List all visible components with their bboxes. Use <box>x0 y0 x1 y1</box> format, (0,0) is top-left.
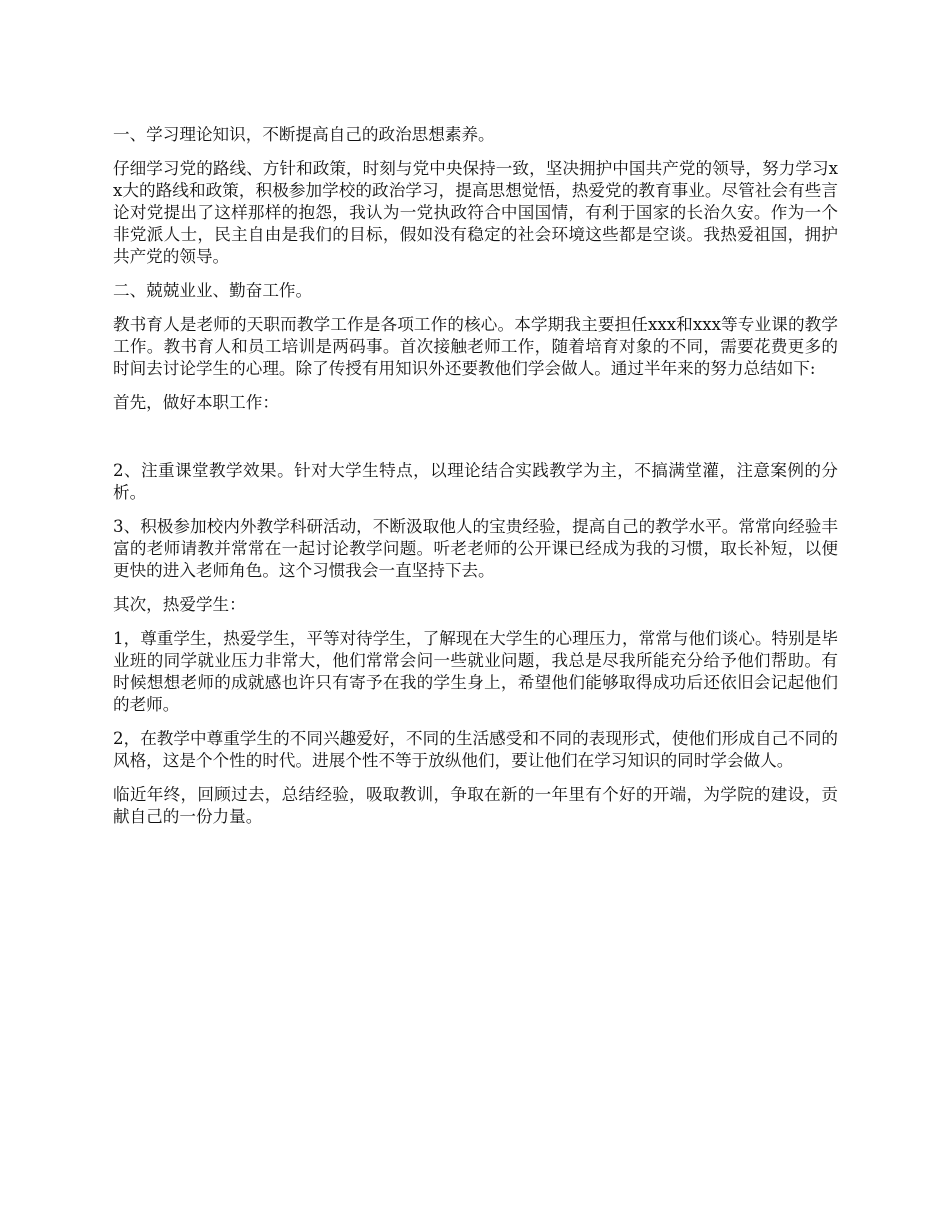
subheading-first: 首先，做好本职工作： <box>113 393 279 412</box>
paragraph-teaching-work: 教书育人是老师的天职而教学工作是各项工作的核心。本学期我主要担任xxx和xxx等专业课的教学工作。教书育人和员工培训是两码事。首次接触老师工作，随着培育对象的不同，需要花费更多的时间去讨论学生的心理。除了传授有用知识外还要教他们学会做人。通过半年来的努力总结如下: <box>113 315 838 378</box>
list-item-interests: 2，在教学中尊重学生的不同兴趣爱好，不同的生活感受和不同的表现形式，使他们形成自己不同的风格，这是个个性的时代。进展个性不等于放纵他们，要让他们在学习知识的同时学会做人。 <box>113 729 838 770</box>
list-item-research-activities: 3、积极参加校内外教学科研活动，不断汲取他人的宝贵经验，提高自己的教学水平。常常向经验丰富的老师请教并常常在一起讨论教学问题。听老老师的公开课已经成为我的习惯，取长补短，以便更快的进入老师角色。这个习惯我会一直坚持下去。 <box>113 517 838 580</box>
subheading-second: 其次，热爱学生： <box>113 595 246 614</box>
list-item-respect-students: 1，尊重学生，热爱学生，平等对待学生，了解现在大学生的心理压力，常常与他们谈心。特别是毕业班的同学就业压力非常大，他们常常会问一些就业问题，我总是尽我所能充分给予他们帮助。有时候想想老师的成就感也许只有寄予在我的学生身上，希望他们能够取得成功后还依旧会记起他们的老师。 <box>113 629 838 714</box>
paragraph-conclusion: 临近年终，回顾过去，总结经验，吸取教训，争取在新的一年里有个好的开端，为学院的建设，贡献自己的一份力量。 <box>113 785 838 826</box>
blank-line <box>113 426 838 448</box>
paragraph-political-study: 仔细学习党的路线、方针和政策，时刻与党中央保持一致，坚决拥护中国共产党的领导，努力学习xx大的路线和政策，积极参加学校的政治学习，提高思想觉悟，热爱党的教育事业。尽管社会有些言论对党提出了这样那样的抱怨，我认为一党执政符合中国国情，有利于国家的长治久安。作为一个非党派人士，民主自由是我们的目标，假如没有稳定的社会环境这些都是空谈。我热爱祖国，拥护共产党的领导。 <box>113 159 838 266</box>
section-heading-1: 一、学习理论知识，不断提高自己的政治思想素养。 <box>113 125 495 144</box>
document-body <box>113 124 838 840</box>
list-item-classroom-effect: 2、注重课堂教学效果。针对大学生特点，以理论结合实践教学为主，不搞满堂灌，注意案例的分析。 <box>113 461 838 502</box>
section-heading-2: 二、兢兢业业、勤奋工作。 <box>113 281 313 300</box>
